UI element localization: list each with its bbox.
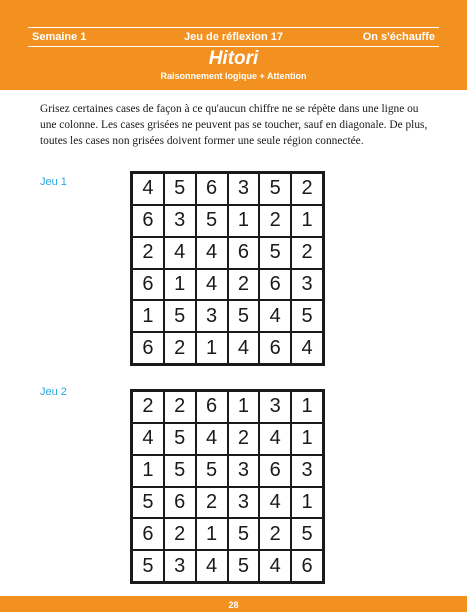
header-rule-bottom [28, 46, 439, 47]
grid-cell[interactable]: 3 [229, 488, 259, 518]
grid-cell[interactable]: 1 [229, 392, 259, 422]
grid-cell[interactable]: 3 [165, 551, 195, 581]
grid-cell[interactable]: 4 [260, 551, 290, 581]
grid-cell[interactable]: 4 [292, 333, 322, 363]
grid-cell[interactable]: 4 [197, 551, 227, 581]
grid-cell[interactable]: 3 [260, 392, 290, 422]
grid-cell[interactable]: 4 [197, 424, 227, 454]
grid-cell[interactable]: 3 [292, 456, 322, 486]
grid-cell[interactable]: 5 [133, 551, 163, 581]
grid-cell[interactable]: 5 [165, 174, 195, 204]
level-label: On s'échauffe [362, 31, 435, 43]
week-label: Semaine 1 [32, 31, 87, 43]
grid-cell[interactable]: 4 [133, 174, 163, 204]
grid-cell[interactable]: 5 [229, 519, 259, 549]
grid-cell[interactable]: 4 [260, 301, 290, 331]
grid-cell[interactable]: 5 [229, 551, 259, 581]
grid-cell[interactable]: 1 [292, 392, 322, 422]
grid-cell[interactable]: 1 [133, 301, 163, 331]
grid-cell[interactable]: 6 [260, 456, 290, 486]
grid-cell[interactable]: 3 [292, 270, 322, 300]
grid-cell[interactable]: 6 [260, 270, 290, 300]
grid-cell[interactable]: 5 [165, 424, 195, 454]
grid-cell[interactable]: 2 [165, 333, 195, 363]
grid-cell[interactable]: 3 [229, 174, 259, 204]
grid-cell[interactable]: 6 [292, 551, 322, 581]
grid-cell[interactable]: 5 [292, 301, 322, 331]
grid-cell[interactable]: 1 [165, 270, 195, 300]
grid-cell[interactable]: 2 [197, 488, 227, 518]
game-1-label: Jeu 1 [40, 176, 67, 188]
grid-cell[interactable]: 1 [133, 456, 163, 486]
grid-cell[interactable]: 2 [292, 174, 322, 204]
grid-cell[interactable]: 2 [260, 519, 290, 549]
grid-cell[interactable]: 4 [260, 488, 290, 518]
grid-cell[interactable]: 1 [292, 424, 322, 454]
grid-cell[interactable]: 4 [260, 424, 290, 454]
grid-cell[interactable]: 6 [133, 206, 163, 236]
game-2-label: Jeu 2 [40, 386, 67, 398]
grid-cell[interactable]: 5 [197, 206, 227, 236]
grid-cell[interactable]: 5 [165, 301, 195, 331]
header-banner [0, 0, 467, 90]
grid-cell[interactable]: 1 [292, 206, 322, 236]
header-rule-top [28, 27, 439, 28]
grid-cell[interactable]: 2 [260, 206, 290, 236]
page-subtitle: Raisonnement logique + Attention [160, 71, 307, 81]
page-title: Hitori [208, 48, 259, 69]
grid-cell[interactable]: 5 [292, 519, 322, 549]
grid-cell[interactable]: 2 [229, 424, 259, 454]
grid-cell[interactable]: 1 [197, 519, 227, 549]
grid-cell[interactable]: 3 [229, 456, 259, 486]
grid-cell[interactable]: 2 [165, 519, 195, 549]
game-number-label: Jeu de réflexion 17 [183, 31, 284, 43]
grid-cell[interactable]: 2 [165, 392, 195, 422]
grid-cell[interactable]: 4 [229, 333, 259, 363]
grid-cell[interactable]: 5 [260, 238, 290, 268]
grid-cell[interactable]: 6 [229, 238, 259, 268]
game-1-grid [130, 171, 325, 366]
grid-cell[interactable]: 5 [133, 488, 163, 518]
grid-cell[interactable]: 6 [133, 270, 163, 300]
grid-cell[interactable]: 4 [133, 424, 163, 454]
instructions-text: Grisez certaines cases de façon à ce qu'aucun chiffre ne se répète dans une ligne ou une colonne. Les cases grisées ne peuvent pas se toucher, sauf en diagonale. De plus, toutes les cases non grisées doivent former une seule région connectée. [40, 103, 428, 147]
grid-cell[interactable]: 6 [197, 392, 227, 422]
grid-cell[interactable]: 6 [133, 333, 163, 363]
grid-cell[interactable]: 2 [229, 270, 259, 300]
grid-cell[interactable]: 4 [165, 238, 195, 268]
grid-cell[interactable]: 2 [292, 238, 322, 268]
grid-cell[interactable]: 2 [133, 392, 163, 422]
grid-cell[interactable]: 4 [197, 270, 227, 300]
grid-cell[interactable]: 5 [165, 456, 195, 486]
grid-cell[interactable]: 1 [197, 333, 227, 363]
grid-cell[interactable]: 3 [165, 206, 195, 236]
grid-cell[interactable]: 5 [229, 301, 259, 331]
page-number: 28 [228, 600, 239, 610]
grid-cell[interactable]: 6 [165, 488, 195, 518]
grid-cell[interactable]: 6 [197, 174, 227, 204]
grid-cell[interactable]: 1 [292, 488, 322, 518]
grid-cell[interactable]: 5 [260, 174, 290, 204]
grid-cell[interactable]: 6 [133, 519, 163, 549]
game-2-grid [130, 389, 325, 584]
grid-cell[interactable]: 3 [197, 301, 227, 331]
grid-cell[interactable]: 2 [133, 238, 163, 268]
grid-cell[interactable]: 6 [260, 333, 290, 363]
grid-cell[interactable]: 1 [229, 206, 259, 236]
grid-cell[interactable]: 4 [197, 238, 227, 268]
grid-cell[interactable]: 5 [197, 456, 227, 486]
